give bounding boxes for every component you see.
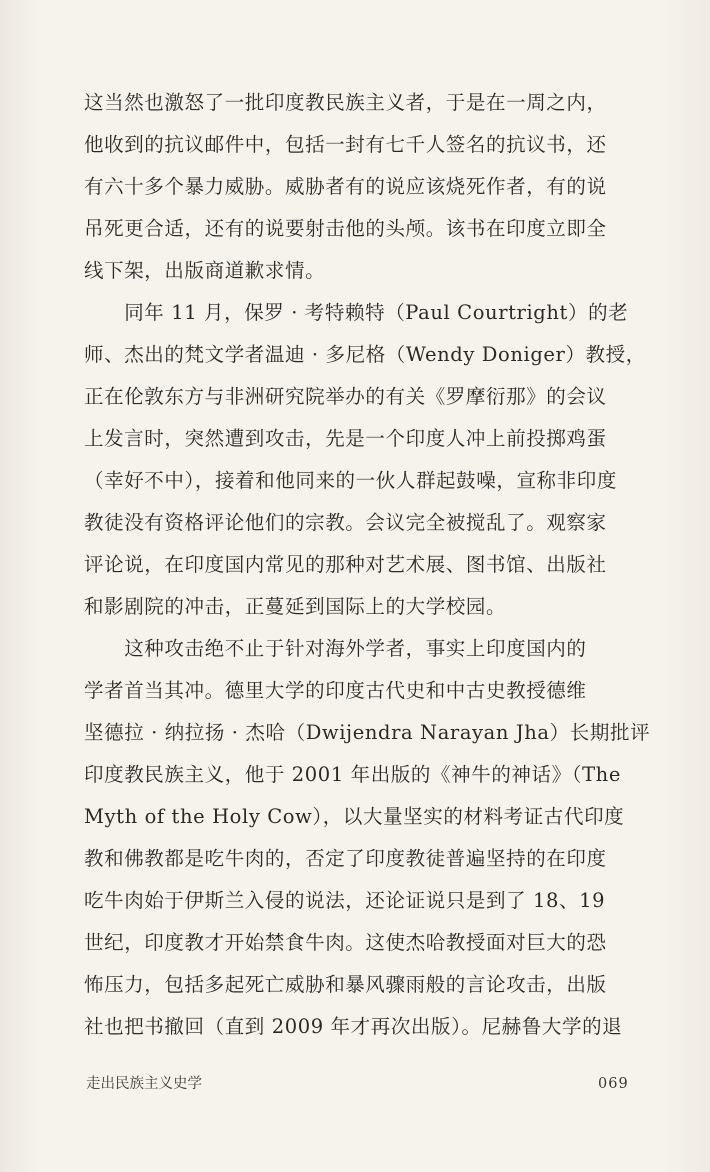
text-line: 和影剧院的冲击，正蔓延到国际上的大学校园。 [84, 595, 507, 618]
page-number: 069 [598, 1076, 629, 1092]
body-text [84, 82, 651, 1048]
text-line: 评论说，在印度国内常见的那种对艺术展、图书馆、出版社 [84, 553, 607, 576]
text-line: 吃牛肉始于伊斯兰入侵的说法，还论证说只是到了 18、19 [84, 889, 606, 912]
text-line: 师、杰出的梵文学者温迪 · 多尼格（Wendy Doniger）教授， [84, 343, 646, 366]
text-line: 有六十多个暴力威胁。威胁者有的说应该烧死作者，有的说 [84, 175, 607, 198]
text-line: 印度教民族主义，他于 2001 年出版的《神牛的神话》（The [84, 763, 621, 786]
text-line: 线下架，出版商道歉求情。 [84, 259, 326, 282]
text-line: 吊死更合适，还有的说要射击他的头颅。该书在印度立即全 [84, 217, 607, 240]
text-line: 坚德拉 · 纳拉扬 · 杰哈（Dwijendra Narayan Jha）长期批评 [84, 721, 651, 744]
text-line: 教和佛教都是吃牛肉的，否定了印度教徒普遍坚持的在印度 [84, 847, 607, 870]
text-line: 教徒没有资格评论他们的宗教。会议完全被搅乱了。观察家 [84, 511, 607, 534]
text-line: Myth of the Holy Cow），以大量坚实的材料考证古代印度 [84, 805, 625, 828]
text-line: 正在伦敦东方与非洲研究院举办的有关《罗摩衍那》的会议 [84, 385, 607, 408]
text-line: 这种攻击绝不止于针对海外学者，事实上印度国内的 [84, 637, 587, 660]
text-line: （幸好不中），接着和他同来的一伙人群起鼓噪，宣称非印度 [84, 469, 617, 492]
paragraph [84, 292, 646, 628]
text-line: 世纪，印度教才开始禁食牛肉。这使杰哈教授面对巨大的恐 [84, 931, 607, 954]
paragraph [84, 628, 651, 1048]
text-line: 这当然也激怒了一批印度教民族主义者，于是在一周之内， [84, 91, 607, 114]
text-line: 学者首当其冲。德里大学的印度古代史和中古史教授德维 [84, 679, 587, 702]
paragraph [84, 82, 636, 292]
text-line: 社也把书撤回（直到 2009 年才再次出版）。尼赫鲁大学的退 [84, 1015, 623, 1038]
text-line: 上发言时，突然遭到攻击，先是一个印度人冲上前投掷鸡蛋 [84, 427, 607, 450]
running-footer-title: 走出民族主义史学 [86, 1076, 202, 1092]
text-line: 他收到的抗议邮件中，包括一封有七千人签名的抗议书，还 [84, 133, 607, 156]
text-line: 同年 11 月，保罗 · 考特赖特（Paul Courtright）的老 [84, 301, 629, 324]
text-line: 怖压力，包括多起死亡威胁和暴风骤雨般的言论攻击，出版 [84, 973, 607, 996]
